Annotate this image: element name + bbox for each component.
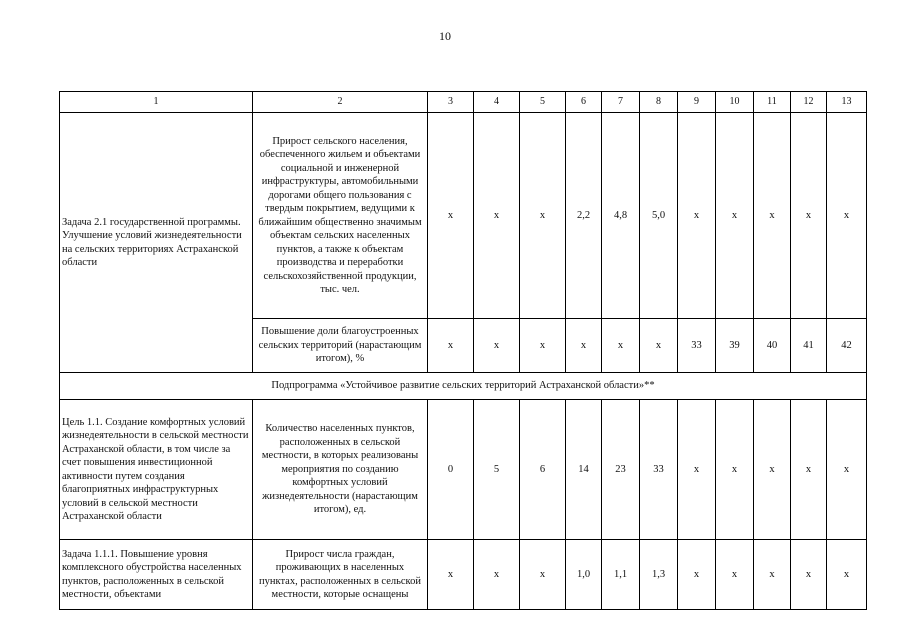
page-number: 10 (439, 29, 451, 43)
value-cell: 39 (716, 319, 754, 373)
value-cell: х (602, 319, 640, 373)
value-cell: 5,0 (640, 113, 678, 319)
value-cell: х (754, 400, 791, 540)
table-row (60, 540, 867, 610)
value-cell: х (678, 400, 716, 540)
goal-cell: Задача 1.1.1. Повышение уровня комплексного обустройства населенных пунктов, расположенных в сельской местности, объектами (60, 540, 253, 610)
value-cell: х (791, 113, 827, 319)
subprogram-title: Подпрограмма «Устойчивое развитие сельских территорий Астраханской области»** (60, 373, 867, 400)
value-cell: х (791, 400, 827, 540)
value-cell: 1,3 (640, 540, 678, 610)
value-cell: х (520, 540, 566, 610)
value-cell: 33 (678, 319, 716, 373)
value-cell: х (791, 540, 827, 610)
value-cell: х (827, 540, 867, 610)
value-cell: 40 (754, 319, 791, 373)
col-header: 8 (640, 92, 678, 113)
value-cell: х (474, 319, 520, 373)
value-cell: 5 (474, 400, 520, 540)
value-cell: х (716, 540, 754, 610)
value-cell: 33 (640, 400, 678, 540)
indicator-cell: Количество населенных пунктов, расположенных в сельской местности, в которых реализованы мероприятия по созданию комфортных условий жизнедеятельности (нарастающим итогом), ед. (253, 400, 428, 540)
value-cell: х (716, 113, 754, 319)
value-cell: 42 (827, 319, 867, 373)
col-header: 11 (754, 92, 791, 113)
value-cell: х (678, 540, 716, 610)
col-header: 12 (791, 92, 827, 113)
value-cell: х (678, 113, 716, 319)
indicator-cell: Прирост сельского населения, обеспеченного жильем и объектами социальной и инженерной инфраструктуры, автомобильными дорогами общего пользования с твердым покрытием, ведущими к ближайшим общественно значимым объектам сельских населенных пунктов, а также к объектам производства и переработки сельскохозяйственной продукции, тыс. чел. (253, 113, 428, 319)
value-cell: х (754, 113, 791, 319)
col-header: 13 (827, 92, 867, 113)
goal-cell: Задача 2.1 государственной программы. Улучшение условий жизнедеятельности на сельских территориях Астраханской области (60, 113, 253, 373)
table-row (60, 400, 867, 540)
value-cell: х (827, 400, 867, 540)
value-cell: х (520, 113, 566, 319)
indicator-cell: Повышение доли благоустроенных сельских территорий (нарастающим итогом), % (253, 319, 428, 373)
col-header: 2 (253, 92, 428, 113)
col-header: 10 (716, 92, 754, 113)
value-cell: 0 (428, 400, 474, 540)
value-cell: 1,0 (566, 540, 602, 610)
indicators-table (59, 91, 867, 610)
value-cell: 14 (566, 400, 602, 540)
col-header: 1 (60, 92, 253, 113)
col-header: 3 (428, 92, 474, 113)
col-header: 4 (474, 92, 520, 113)
value-cell: х (716, 400, 754, 540)
value-cell: х (474, 113, 520, 319)
value-cell: х (827, 113, 867, 319)
value-cell: х (428, 113, 474, 319)
value-cell: х (640, 319, 678, 373)
value-cell: х (428, 540, 474, 610)
value-cell: х (474, 540, 520, 610)
value-cell: х (566, 319, 602, 373)
value-cell: 1,1 (602, 540, 640, 610)
col-header: 7 (602, 92, 640, 113)
goal-cell: Цель 1.1. Создание комфортных условий жизнедеятельности в сельской местности Астраханской области, в том числе за счет повышения инвестиционной активности путем создания благоприятных инфраструктурных условий в сельской местности Астраханской области (60, 400, 253, 540)
table-row (60, 113, 867, 319)
value-cell: 4,8 (602, 113, 640, 319)
value-cell: х (520, 319, 566, 373)
column-number-row (60, 92, 867, 113)
value-cell: 6 (520, 400, 566, 540)
indicator-cell: Прирост числа граждан, проживающих в населенных пунктах, расположенных в сельской местности, которые оснащены (253, 540, 428, 610)
col-header: 9 (678, 92, 716, 113)
subprogram-row (60, 373, 867, 400)
value-cell: х (754, 540, 791, 610)
col-header: 6 (566, 92, 602, 113)
value-cell: 2,2 (566, 113, 602, 319)
value-cell: х (428, 319, 474, 373)
col-header: 5 (520, 92, 566, 113)
value-cell: 41 (791, 319, 827, 373)
value-cell: 23 (602, 400, 640, 540)
